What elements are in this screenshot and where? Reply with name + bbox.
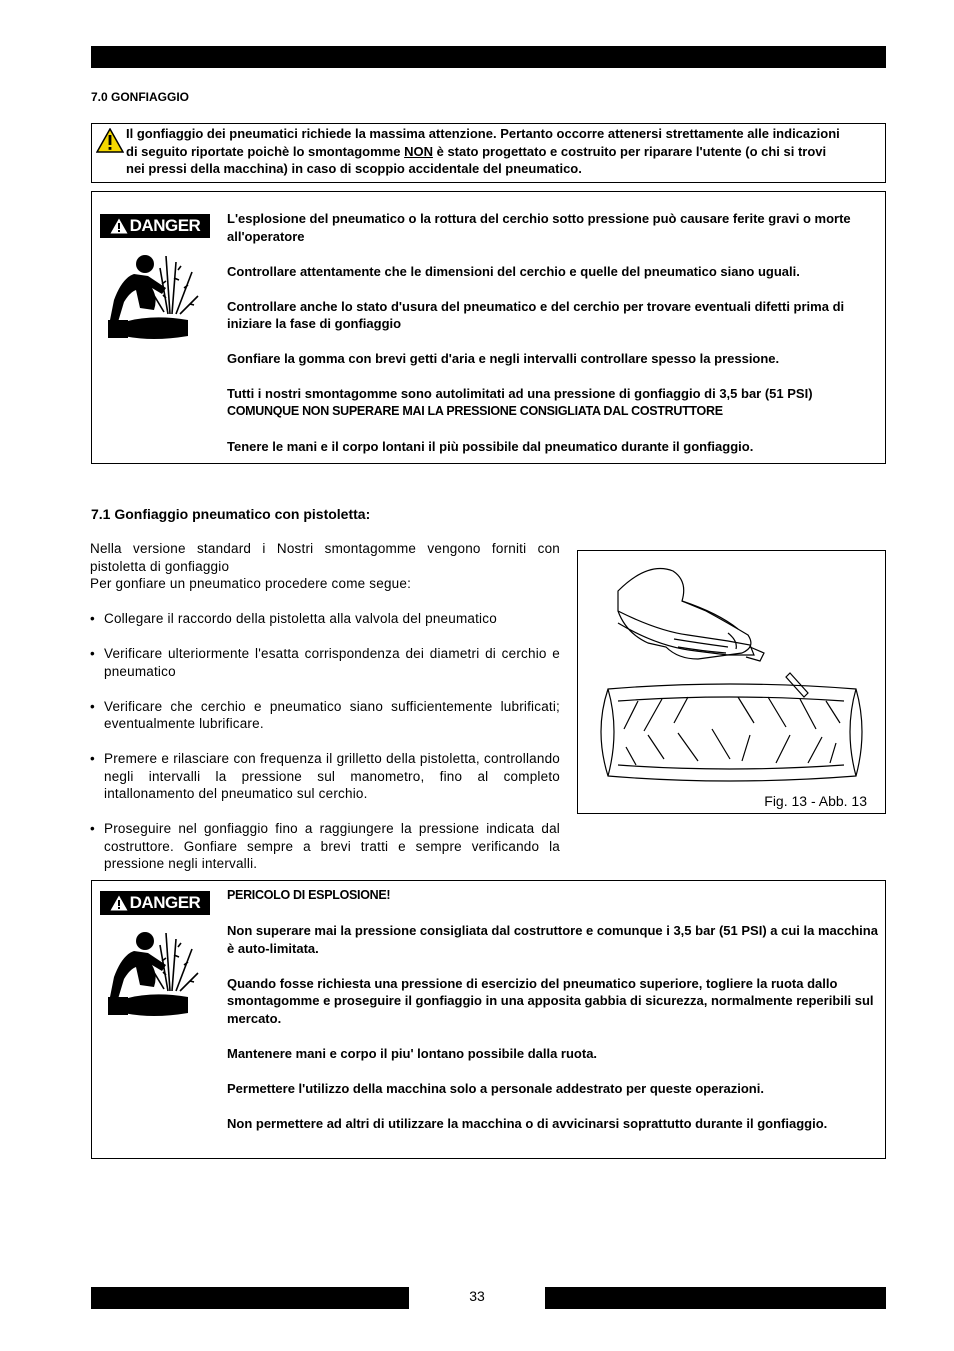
list-item: • Collegare il raccordo della pistoletta alla valvola del pneumatico — [90, 610, 560, 628]
danger-text-1: L'esplosione del pneumatico o la rottura del cerchio sotto pressione può causare ferite gravi o morte all'operatore Controllare attentamente che le dimensioni del cerchio e quelle del pneumatico siano uguali. Controllare anche lo stato d'usura del pneumatico e del cerchio per trovare eventuali difetti prima di iniziare la fase di gonfiaggio Gonfiare la gomma con brevi getti d'aria e negli intervalli controllare spesso la pressione. Tutti i nostri smontagomme sono autolimitati ad una pressione di gonfiaggio di 3,5 bar (51 PSI) COMUNQUE NON SUPERARE MAI LA PRESSIONE CONSIGLIATA DAL COSTRUTTORE Tenere le mani e il corpo lontani il più possibile dal pneumatico durante il gonfiaggio. — [227, 211, 851, 454]
explosion-pictogram-icon — [104, 248, 200, 344]
danger-box-1 — [91, 191, 886, 464]
figure-caption: Fig. 13 - Abb. 13 — [764, 793, 867, 809]
danger-badge: DANGER — [100, 214, 210, 238]
list-item: • Proseguire nel gonfiaggio fino a raggiungere la pressione indicata dal costruttore. Gonfiare sempre a brevi tratti e sempre verificando la pressione negli intervalli. — [90, 820, 560, 873]
list-item: • Verificare che cerchio e pneumatico siano sufficientemente lubrificati; eventualmente lubrificare. — [90, 698, 560, 733]
danger-text-2: PERICOLO DI ESPLOSIONE! Non superare mai la pressione consigliata dal costruttore e comunque i 3,5 bar (51 PSI) a cui la macchina è auto-limitata. Quando fosse richiesta una pressione di esercizio del pneumatico superiore, togliere la ruota dallo smontagomme e proseguire il gonfiaggio in una apposita gabbia di sicurezza, normalmente reperibili sul mercato. Mantenere mani e corpo il piu' lontano possibile dalla ruota. Permettere l'utilizzo della macchina solo a personale addestrato per queste operazioni. Non permettere ad altri di utilizzare la macchina o di avvicinarsi soprattutto durante il gonfiaggio. — [227, 888, 878, 1131]
warning-emphasis: NON — [404, 143, 433, 159]
tire-inflation-illustration — [578, 551, 885, 791]
footer-bar-right — [545, 1287, 886, 1309]
explosion-pictogram-icon — [104, 925, 200, 1021]
procedure-list — [90, 610, 560, 873]
header-bar — [91, 46, 886, 68]
body-text — [90, 540, 560, 890]
section-title: 7.0 GONFIAGGIO — [91, 90, 190, 104]
footer-bar-left — [91, 1287, 409, 1309]
warning-text: Il gonfiaggio dei pneumatici richiede la massima attenzione. Pertanto occorre attenersi strettamente alle indicazioni di seguito riportate poichè lo smontagomme NON è stato progettato e costruito per riparare l'utente (o chi si trovi nei pressi della macchina) in caso di scoppio accidentale del pneumatico. — [126, 126, 840, 176]
warning-triangle-icon — [96, 128, 124, 153]
warning-box — [91, 123, 886, 183]
intro-text: Nella versione standard i Nostri smontagomme vengono forniti con pistoletta di gonfiaggio — [90, 541, 560, 574]
danger-alert-icon — [110, 218, 128, 234]
list-item: • Verificare ulteriormente l'esatta corrispondenza dei diametri di cerchio e pneumatico — [90, 645, 560, 680]
figure-13 — [577, 550, 886, 814]
danger-box-2 — [91, 880, 886, 1159]
danger-alert-icon — [110, 895, 128, 911]
page-number: 33 — [469, 1288, 485, 1304]
intro-text: Per gonfiare un pneumatico procedere come segue: — [90, 576, 412, 591]
subsection-title: 7.1 Gonfiaggio pneumatico con pistoletta: — [91, 506, 371, 522]
list-item: • Premere e rilasciare con frequenza il grilletto della pistoletta, controllando negli intervalli la pressione sul manometro, fino al completo intallonamento del pneumatico sul cerchio. — [90, 750, 560, 803]
danger-badge: DANGER — [100, 891, 210, 915]
